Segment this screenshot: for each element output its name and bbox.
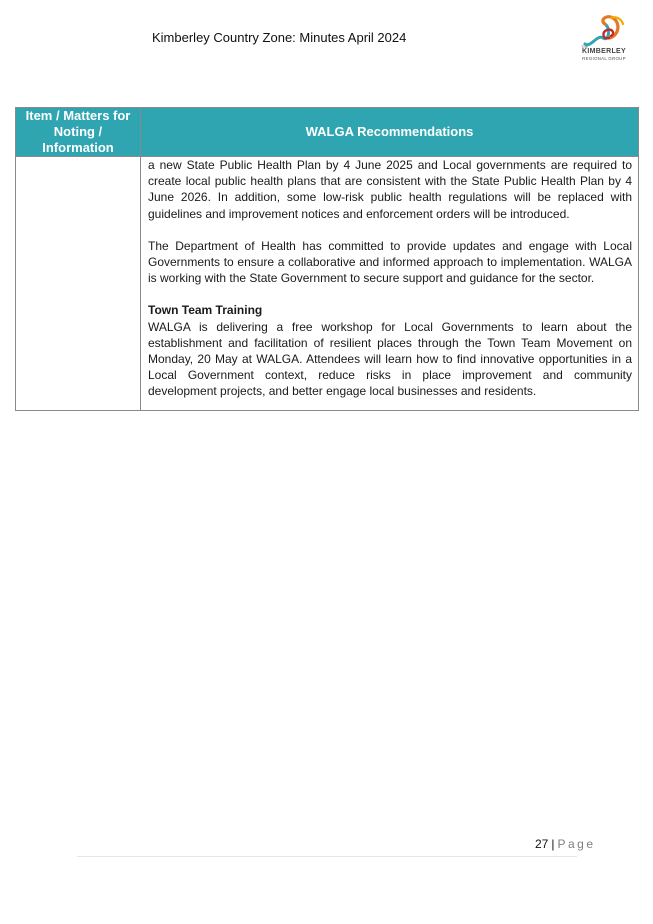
page-separator: | xyxy=(551,837,555,851)
column-header-items: Item / Matters for Noting / Information xyxy=(16,108,141,157)
page-footer xyxy=(535,837,596,851)
subheading-town-team-training: Town Team Training xyxy=(148,303,263,318)
logo-name-text: KIMBERLEY xyxy=(582,48,626,55)
logo-the-text: The xyxy=(581,44,588,49)
table-row xyxy=(16,157,639,411)
table-header-row xyxy=(16,108,639,157)
recommendations-cell xyxy=(141,157,639,411)
logo-subtitle-text: REGIONAL GROUP xyxy=(582,56,626,61)
footer-divider xyxy=(77,856,577,857)
column-header-walga-recommendations: WALGA Recommendations xyxy=(141,108,639,157)
minutes-table xyxy=(15,107,639,411)
paragraph-town-team-training: WALGA is delivering a free workshop for Local Governments to learn about the establishment and facilitation of resilient places through the Town Team Movement on Monday, 20 May at WALGA. Attendees will learn how to find innovative opportunities in a Local Government context, reduce risks in place improvement and community development projects, and better engage local businesses and residents. xyxy=(148,319,632,399)
page-label: Page xyxy=(557,837,596,851)
items-cell xyxy=(16,157,141,411)
page-number: 27 xyxy=(535,837,549,851)
town-team-section xyxy=(148,302,632,399)
kimberley-regional-group-logo xyxy=(572,14,636,70)
logo-swirl-icon xyxy=(581,14,627,48)
paragraph-public-health-plan: a new State Public Health Plan by 4 June 2025 and Local governments are required to create local public health plans that are consistent with the State Public Health Plan by 4 June 2026. In addition, some low-risk public health regulations will be replaced with guidelines and improvement notices and enforcement orders will be introduced. xyxy=(148,158,632,221)
paragraph-department-of-health: The Department of Health has committed to provide updates and engage with Local Governments to ensure a collaborative and informed approach to implementation. WALGA is working with the State Government to secure support and guidance for the sector. xyxy=(148,238,632,286)
document-header-title: Kimberley Country Zone: Minutes April 2024 xyxy=(152,30,407,45)
